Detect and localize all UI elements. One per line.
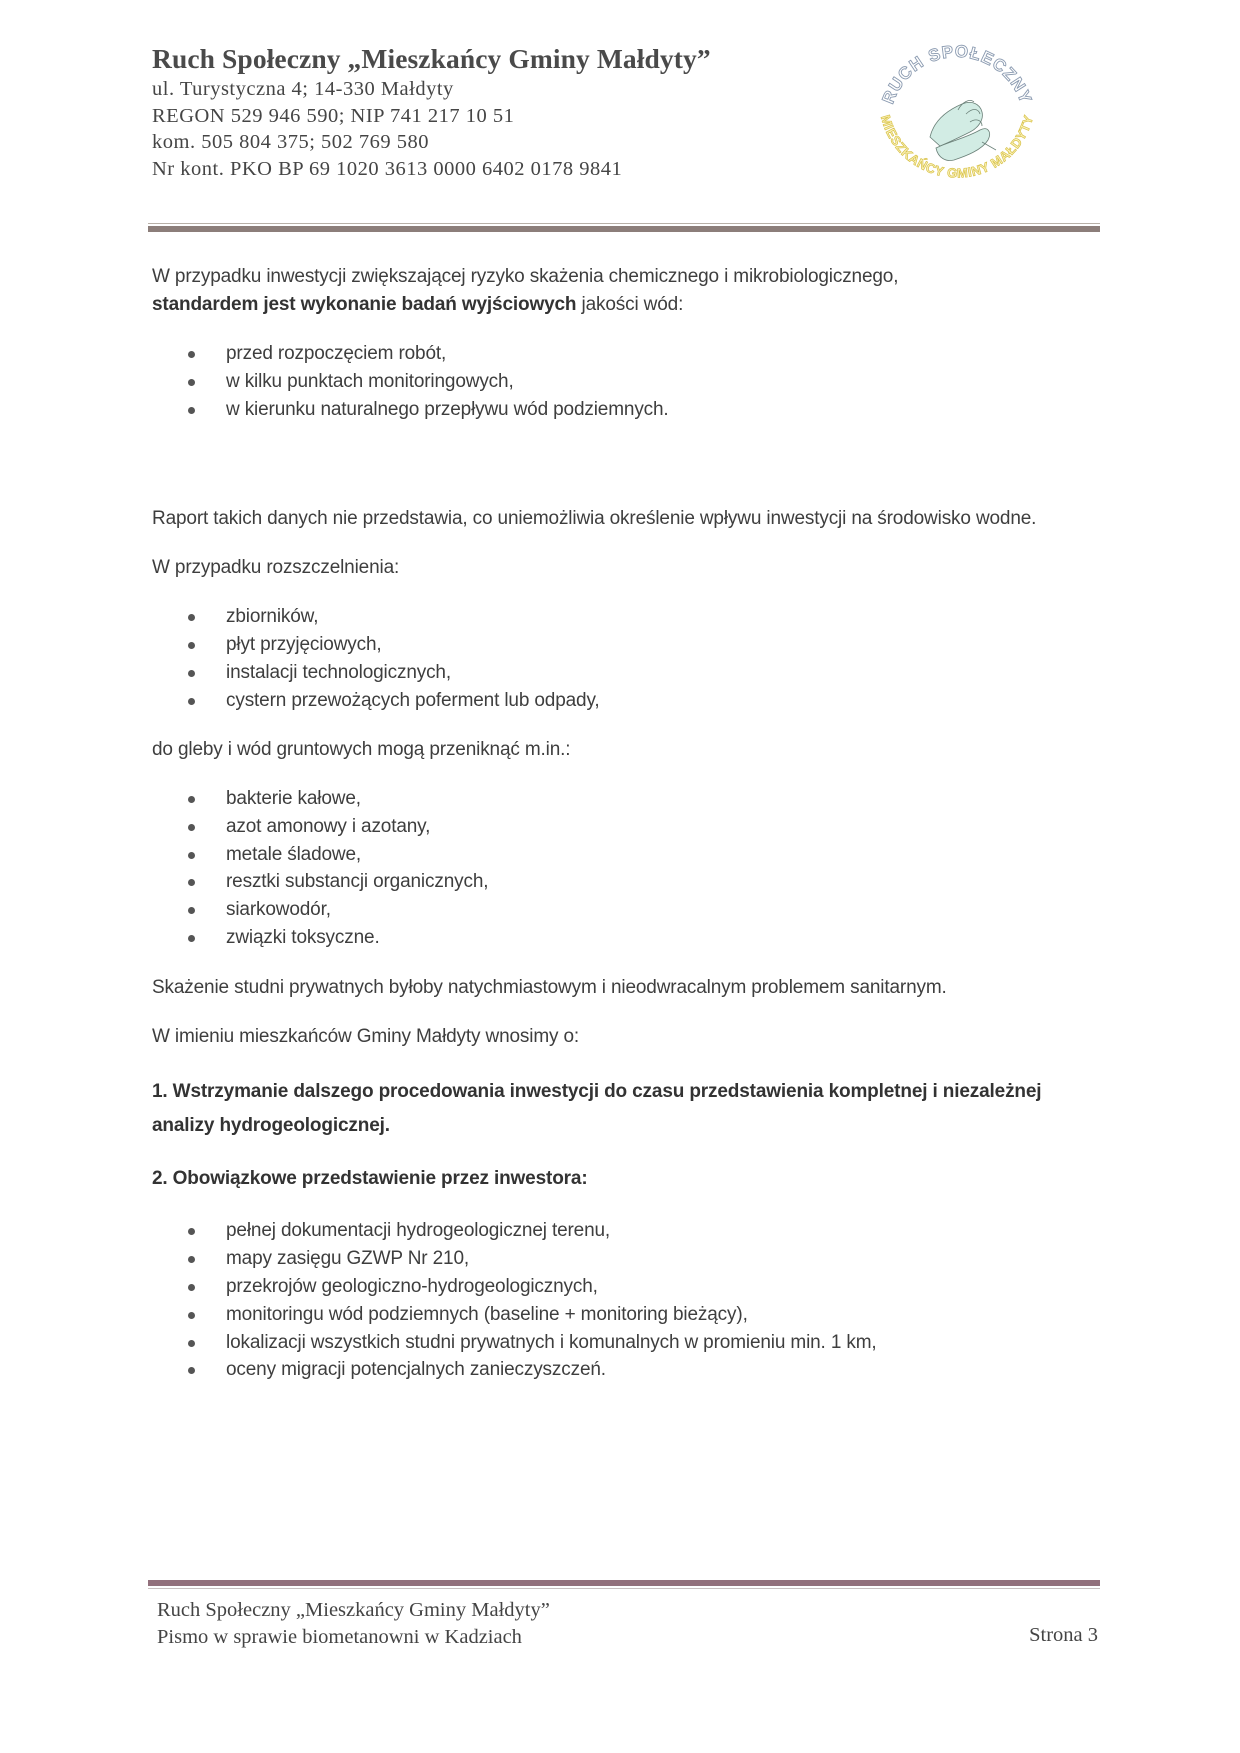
letterhead: [152, 42, 852, 182]
leak-sources-list: [152, 603, 1102, 714]
investor-requirements-list: [152, 1217, 1102, 1384]
baseline-study-list: [152, 340, 1102, 423]
wells-paragraph: Skażenie studni prywatnych byłoby natychmiastowym i nieodwracalnym problemem sanitarnym.: [152, 976, 947, 998]
list-item: związki toksyczne.: [152, 924, 1102, 952]
address: ul. Turystyczna 4; 14-330 Małdyty: [152, 78, 454, 100]
contaminants-intro: do gleby i wód gruntowych mogą przeniknąć m.in.:: [152, 738, 571, 760]
list-item: pełnej dokumentacji hydrogeologicznej terenu,: [152, 1217, 1102, 1245]
list-item: płyt przyjęciowych,: [152, 631, 1102, 659]
bullet-icon: [188, 670, 195, 677]
contaminants-list: [152, 785, 1102, 952]
intro-emphasis: standardem jest wykonanie badań wyjściowych: [152, 293, 577, 315]
list-item: zbiorników,: [152, 603, 1102, 631]
list-item: bakterie kałowe,: [152, 785, 1102, 813]
bullet-icon: [188, 698, 195, 705]
header-divider: [148, 223, 1100, 232]
bullet-icon: [188, 1284, 195, 1291]
list-item: przed rozpoczęciem robót,: [152, 340, 1102, 368]
intro-line: W przypadku inwestycji zwiększającej ryzyko skażenia chemicznego i mikrobiologicznego,: [152, 266, 899, 287]
request-2: 2. Obowiązkowe przedstawienie przez inwestora:: [152, 1167, 588, 1189]
phone-numbers: kom. 505 804 375; 502 769 580: [152, 131, 430, 153]
bullet-icon: [188, 1312, 195, 1319]
list-item: siarkowodór,: [152, 896, 1102, 924]
bullet-icon: [188, 642, 195, 649]
bullet-icon: [188, 1228, 195, 1235]
list-item: oceny migracji potencjalnych zanieczyszczeń.: [152, 1356, 1102, 1384]
footer-subject: Pismo w sprawie biometanowni w Kadziach: [157, 1626, 522, 1648]
page-number: Strona 3: [1029, 1624, 1098, 1646]
leak-intro: W przypadku rozszczelnienia:: [152, 556, 400, 578]
bullet-icon: [188, 907, 195, 914]
bullet-icon: [188, 407, 195, 414]
list-item: metale śladowe,: [152, 841, 1102, 869]
list-item: cystern przewożących poferment lub odpady,: [152, 687, 1102, 715]
page-footer: [157, 1597, 1102, 1651]
list-item: w kilku punktach monitoringowych,: [152, 368, 1102, 396]
list-item: monitoringu wód podziemnych (baseline + monitoring bieżący),: [152, 1301, 1102, 1329]
intro-rest: jakości wód:: [576, 293, 684, 315]
bullet-icon: [188, 614, 195, 621]
intro-paragraph: [152, 263, 1102, 318]
bullet-icon: [188, 852, 195, 859]
footer-organization: Ruch Społeczny „Mieszkańcy Gminy Małdyty”: [157, 1599, 550, 1621]
bullet-icon: [188, 796, 195, 803]
list-item: mapy zasięgu GZWP Nr 210,: [152, 1245, 1102, 1273]
bullet-icon: [188, 935, 195, 942]
bullet-icon: [188, 824, 195, 831]
registration-ids: REGON 529 946 590; NIP 741 217 10 51: [152, 104, 515, 127]
handshake-icon: [930, 100, 996, 160]
request-intro: W imieniu mieszkańców Gminy Małdyty wnosimy o:: [152, 1026, 580, 1048]
bullet-icon: [188, 1256, 195, 1263]
organization-name: Ruch Społeczny „Mieszkańcy Gminy Małdyty”: [152, 43, 711, 74]
organization-logo: [862, 42, 1052, 207]
list-item: instalacji technologicznych,: [152, 659, 1102, 687]
logo-bottom-text: MIESZKAŃCY GMINY MAŁDYTY: [877, 113, 1037, 181]
bullet-icon: [188, 379, 195, 386]
list-item: lokalizacji wszystkich studni prywatnych i komunalnych w promieniu min. 1 km,: [152, 1329, 1102, 1357]
list-item: w kierunku naturalnego przepływu wód podziemnych.: [152, 396, 1102, 424]
list-item: przekrojów geologiczno-hydrogeologicznych,: [152, 1273, 1102, 1301]
footer-divider: [148, 1580, 1100, 1589]
request-1: 1. Wstrzymanie dalszego procedowania inwestycji do czasu przedstawienia kompletnej i niezależnej analizy hydrogeologicznej.: [152, 1080, 1042, 1136]
list-item: azot amonowy i azotany,: [152, 813, 1102, 841]
bullet-icon: [188, 879, 195, 886]
letter-body: [152, 263, 1102, 1384]
report-paragraph: Raport takich danych nie przedstawia, co uniemożliwia określenie wpływu inwestycji na środowisko wodne.: [152, 508, 1037, 530]
logo-top-text: RUCH SPOŁECZNY: [878, 42, 1036, 107]
bullet-icon: [188, 1340, 195, 1347]
bank-account: Nr kont. PKO BP 69 1020 3613 0000 6402 0178 9841: [152, 157, 623, 180]
bullet-icon: [188, 351, 195, 358]
list-item: resztki substancji organicznych,: [152, 868, 1102, 896]
bullet-icon: [188, 1367, 195, 1374]
logo-graphic: [862, 42, 1052, 207]
